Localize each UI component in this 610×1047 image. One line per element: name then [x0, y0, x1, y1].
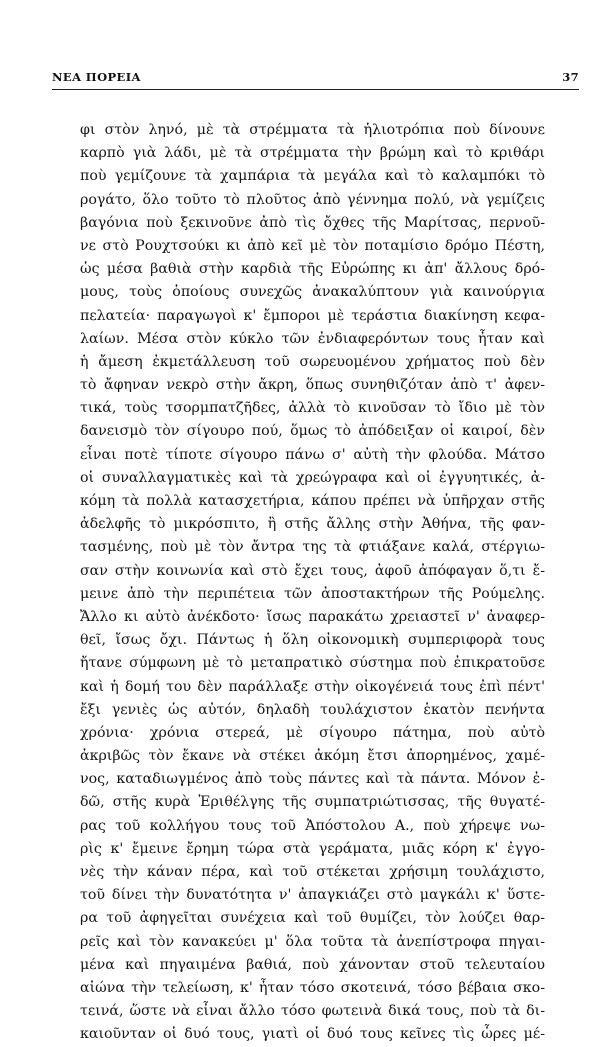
text-line: μένα καὶ πηγαιμένα βαθιά, ποὺ χάνονταν στοῦ τελευταίου [80, 956, 545, 973]
text-line: δῶ, στῆς κυρὰ Ἐριθέλγης τῆς συμπατριώτισσας, τῆς θυγατέ- [80, 794, 545, 811]
text-line: εἶναι ποτὲ τίποτε σίγουρο πάνω σ' αὐτὴ τὴν φλούδα. Μάτσο [80, 446, 545, 463]
text-line: οἱ συναλλαγματικὲς καὶ τὰ χρεώγραφα καὶ οἱ ἐγγυητικές, ἀ- [80, 469, 545, 486]
text-line: κόμη τὰ πολλὰ κατασχετήρια, κάπου πρέπει νὰ ὑπῆρχαν στῆς [80, 493, 545, 509]
text-line: βαγόνια ποὺ ξεκινοῦνε ἀπὸ τὶς ὄχθες τῆς Μαρίτσας, περνοῦ- [80, 214, 545, 231]
text-line: ρας τοῦ κολλήγου τους τοῦ Ἀπόστολου Α., ποὺ χήρεψε νω- [80, 817, 545, 834]
text-line: θεῖ, ἴσως ὄχι. Πάντως ἡ ὅλη οἰκονομικὴ συμπεριφορὰ τους [80, 632, 545, 649]
text-line: ποὺ γεμίζουνε τὰ χαμπάρια τὰ μεγάλα καὶ τὸ καλαμπόκι τὸ [80, 168, 545, 185]
text-line: ἀδελφῆς τὸ μικρόσπιτο, ἢ στῆς ἄλλης στὴν Ἀθήνα, τῆς φαν- [80, 516, 545, 533]
text-line: σαν στὴν κοινωνία καὶ στὸ ἔχει τους, ἀφοῦ ἀπόφαγαν ὅ,τι ἔ- [80, 562, 545, 579]
body-text [80, 119, 545, 1047]
text-line: πελατεία· παραγωγοὶ κ' ἔμποροι μὲ τεράστια διακίνηση κεφα- [80, 307, 545, 324]
text-line: καὶ ἡ δομή του δὲν παράλλαξε στὴν οἰκογένειά τους ἐπὶ πέντ' [80, 678, 545, 695]
text-line: ὡς μέσα βαθιὰ στὴν καρδιὰ τῆς Εὐρώπης κι ἀπ' ἄλλους δρό- [80, 261, 545, 278]
text-line: ρεῖς καὶ τὸν κανακεύει μ' ὅλα τοῦτα τὰ ἀνεπίστροφα πηγαι- [80, 933, 545, 950]
text-line: αἰώνα τὴν τελείωση, κ' ἦταν τόσο σκοτεινά, τόσο βέβαια σκο- [80, 979, 545, 996]
text-line: τὸ ἄφηναν νεκρὸ στὴν ἄκρη, ὅπως συνηθιζόταν ἀπὸ τ' ἀφεν- [80, 377, 545, 394]
header-rule [52, 89, 579, 90]
text-line: τασμένης, ποὺ μὲ τὸν ἄντρα της τὰ φτιάξανε καλά, στέργιω- [80, 539, 545, 556]
text-line: ἡ ἄμεση ἐκμετάλλευση τοῦ σωρευομένου χρήματος ποὺ δὲν [80, 353, 545, 370]
text-line: τοῦ δίνει τὴν δυνατότητα ν' ἀπαγκιάζει στὸ μαγκάλι κ' ὕστε- [80, 887, 545, 904]
running-head [52, 70, 579, 86]
text-line: καρπὸ γιὰ λάδι, μὲ τὰ στρέμματα τὴν βρώμη καὶ τὸ κριθάρι [80, 145, 545, 162]
text-line: ρα τοῦ ἀφηγεῖται συνέχεια καὶ τοῦ θυμίζει, τὸν λούζει θαρ- [80, 910, 545, 927]
text-line: τικά, τοὺς τσορμπατζῆδες, ἀλλὰ τὸ κινοῦσαν τὸ ἴδιο μὲ τὸν [80, 400, 545, 417]
text-line: καιοῦνταν οἱ δυό τους, γιατὶ οἱ δυό τους κεῖνες τὶς ὧρες μέ- [80, 1026, 545, 1043]
text-line: ἔξι γενιὲς ὡς αὐτόν, δηλαδὴ τουλάχιστον ἑκατὸν πενήντα [80, 701, 545, 718]
page-number: 37 [562, 70, 579, 84]
text-line: μους, τοὺς ὁποίους συνεχῶς ἀνακαλύπτουν γιὰ καινούργια [80, 284, 545, 301]
text-line: νε στὸ Ρουχτσούκι κι ἀπὸ κεῖ μὲ τὸν ποταμίσιο δρόμο Πέστη, [80, 237, 545, 254]
text-line: ρογάτο, ὅλο τοῦτο τὸ πλοῦτος ἀπὸ γέννημα πολύ, νὰ γεμίζεις [80, 191, 545, 208]
text-line: ρὶς κ' ἔμεινε ἔρημη τώρα στὰ γεράματα, μιᾶς κόρη κ' ἐγγο- [80, 840, 545, 857]
text-line: νὲς τὴν κάναν πέρα, καὶ τοῦ στέκεται χρήσιμη τουλάχιστο, [80, 864, 545, 880]
text-line: ἤτανε σύμφωνη μὲ τὸ μεταπρατικὸ σύστημα ποὺ ἐπικρατοῦσε [80, 655, 545, 672]
text-line: χρόνια· χρόνια στερεά, μὲ σίγουρο πάτημα, ποὺ αὐτὸ [80, 724, 545, 741]
text-line: λαίων. Μέσα στὸν κύκλο τῶν ἐνδιαφερόντων τους ἦταν καὶ [80, 330, 545, 347]
running-title: ΝΕΑ ΠΟΡΕΙΑ [52, 70, 141, 84]
text-line: τεινά, ὥστε νὰ εἶναι ἄλλο τόσο φωτεινὰ δικά τους, ποὺ τὰ δι- [80, 1003, 545, 1020]
text-line: νος, καταδιωγμένος ἀπὸ τοὺς πάντες καὶ τὰ πάντα. Μόνον ἐ- [80, 771, 545, 788]
text-line: δανεισμὸ τὸν σίγουρο πού, ὅμως τὸ ἀπόδειξαν οἱ καιροί, δὲν [80, 423, 545, 440]
text-line: Ἄλλο κι αὐτὸ ἀνέκδοτο· ἴσως παρακάτω χρειαστεῖ ν' ἀναφερ- [80, 608, 545, 625]
text-line: μεινε ἀπὸ τὴν περιπέτεια τῶν ἀποστακτήρων τῆς Ρούμελης. [80, 585, 545, 602]
text-line: ἀκριβῶς τὸν ἔκανε νὰ στέκει ἀκόμη ἔτσι ἀπορημένος, χαμέ- [80, 748, 545, 765]
text-line: φι στὸν ληνό, μὲ τὰ στρέμματα τὰ ἡλιοτρόπια ποὺ δίνουνε [80, 122, 545, 138]
